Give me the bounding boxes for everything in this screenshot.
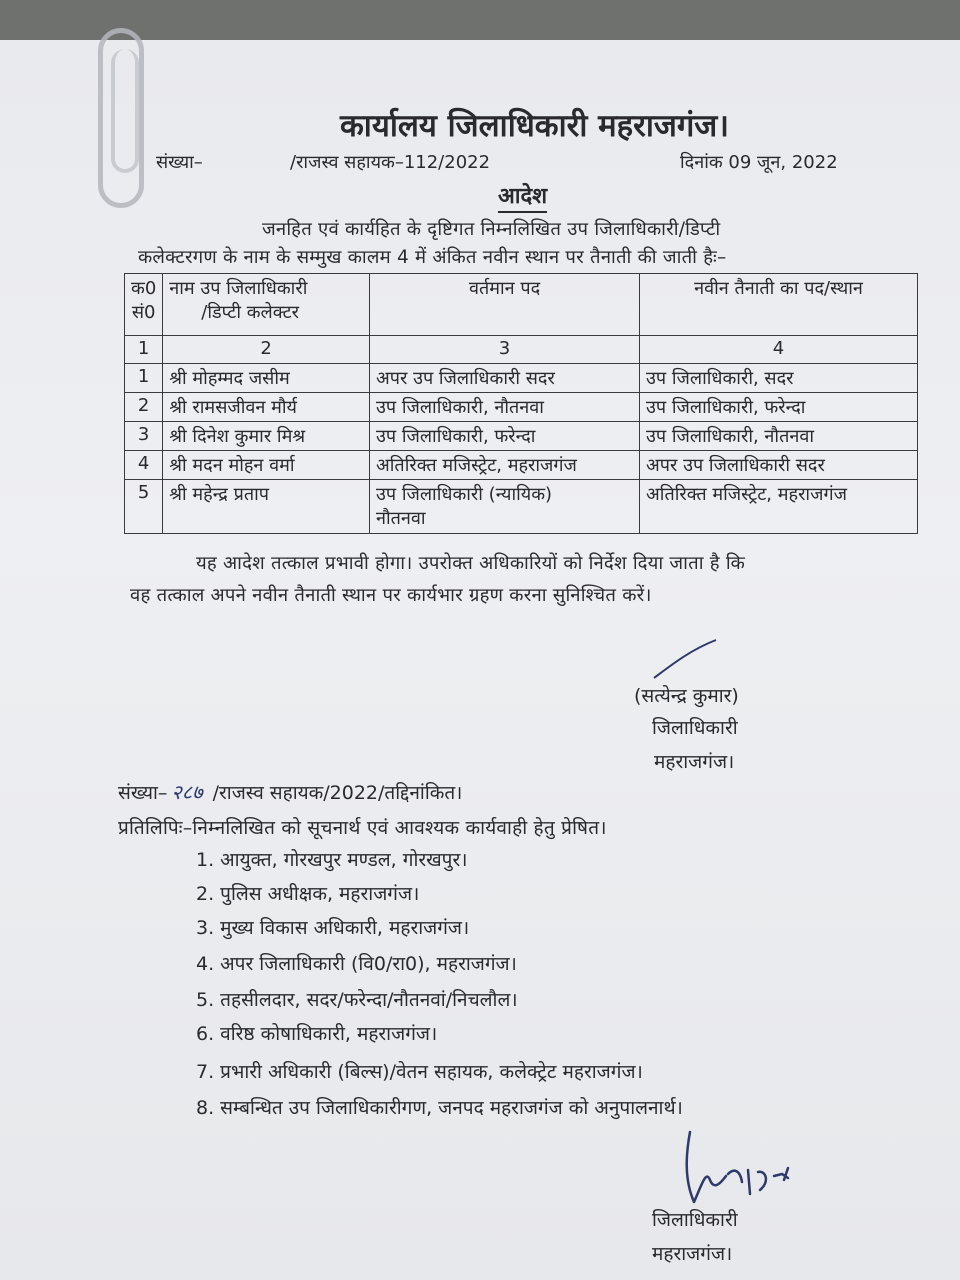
paper-clip-icon — [98, 28, 144, 208]
table-row: 2 श्री रामसजीवन मौर्य उप जिलाधिकारी, नौतनवा उप जिलाधिकारी, फरेन्दा — [125, 393, 918, 422]
copy-reference: /राजस्व सहायक/2022/तद्दिनांकित। — [212, 782, 463, 804]
handwritten-signature — [676, 1124, 806, 1214]
list-item: 3. मुख्य विकास अधिकारी, महराजगंज। — [196, 917, 470, 939]
column-number-row: 1 2 3 4 — [125, 336, 918, 364]
list-item: 7. प्रभारी अधिकारी (बिल्स)/वेतन सहायक, कलेक्ट्रेट महराजगंज। — [196, 1061, 643, 1083]
list-item: 1. आयुक्त, गोरखपुर मण्डल, गोरखपुर। — [196, 849, 468, 871]
signatory-designation: जिलाधिकारी — [652, 717, 738, 739]
order-reference: /राजस्व सहायक–112/2022 — [290, 152, 491, 173]
copy-number-handwritten: २८७ — [171, 780, 203, 804]
intro-line-1: जनहित एवं कार्यहित के दृष्टिगत निम्नलिखित उप जिलाधिकारी/डिप्टी — [262, 219, 721, 240]
copy-number-label: संख्या– — [118, 782, 168, 804]
table-row: 3 श्री दिनेश कुमार मिश्र उप जिलाधिकारी, फरेन्दा उप जिलाधिकारी, नौतनवा — [125, 422, 918, 451]
final-signatory-designation: जिलाधिकारी — [652, 1209, 738, 1231]
copy-number-line — [118, 778, 462, 805]
effect-line-1: यह आदेश तत्काल प्रभावी होगा। उपरोक्त अधिकारियों को निर्देश दिया जाता है कि — [196, 553, 746, 574]
order-date: दिनांक 09 जून, 2022 — [680, 152, 838, 173]
order-heading: आदेश — [498, 180, 547, 213]
table-row: 5 श्री महेन्द्र प्रताप उप जिलाधिकारी (न्यायिक) नौतनवा अतिरिक्त मजिस्ट्रेट, महराजगंज — [125, 480, 918, 534]
list-item: 2. पुलिस अधीक्षक, महराजगंज। — [196, 883, 420, 905]
table-row: 4 श्री मदन मोहन वर्मा अतिरिक्त मजिस्ट्रेट, महराजगंज अपर उप जिलाधिकारी सदर — [125, 451, 918, 480]
effect-line-2: वह तत्काल अपने नवीन तैनाती स्थान पर कार्यभार ग्रहण करना सुनिश्चित करें। — [130, 585, 652, 606]
signatory-place: महराजगंज। — [654, 751, 735, 773]
header-serial: क0 सं0 — [125, 274, 163, 336]
posting-table — [124, 273, 918, 534]
list-item: 5. तहसीलदार, सदर/फरेन्दा/नौतनवां/निचलौल। — [196, 989, 518, 1011]
list-item: 6. वरिष्ठ कोषाधिकारी, महराजगंज। — [196, 1023, 438, 1045]
list-item: 4. अपर जिलाधिकारी (वि0/रा0), महराजगंज। — [196, 953, 517, 975]
signatory-name: (सत्येन्द्र कुमार) — [634, 685, 739, 707]
header-new-post: नवीन तैनाती का पद/स्थान — [640, 274, 918, 336]
intro-line-2: कलेक्टरगण के नाम के सम्मुख कालम 4 में अंकित नवीन स्थान पर तैनाती की जाती हैः– — [138, 247, 727, 268]
table-header-row — [125, 274, 918, 336]
signature-stroke — [650, 636, 720, 682]
table-row: 1 श्री मोहम्मद जसीम अपर उप जिलाधिकारी सदर उप जिलाधिकारी, सदर — [125, 364, 918, 393]
list-item: 8. सम्बन्धित उप जिलाधिकारीगण, जनपद महराजगंज को अनुपालनार्थ। — [196, 1097, 683, 1119]
header-current-post: वर्तमान पद — [370, 274, 640, 336]
office-title: कार्यालय जिलाधिकारी महराजगंज। — [340, 108, 730, 144]
order-number-label: संख्या– — [156, 152, 203, 173]
header-name: नाम उप जिलाधिकारी /डिप्टी कलेक्टर — [163, 274, 370, 336]
final-signatory-place: महराजगंज। — [652, 1243, 733, 1265]
copy-intro: प्रतिलिपिः–निम्नलिखित को सूचनार्थ एवं आवश्यक कार्यवाही हेतु प्रेषित। — [118, 817, 607, 839]
